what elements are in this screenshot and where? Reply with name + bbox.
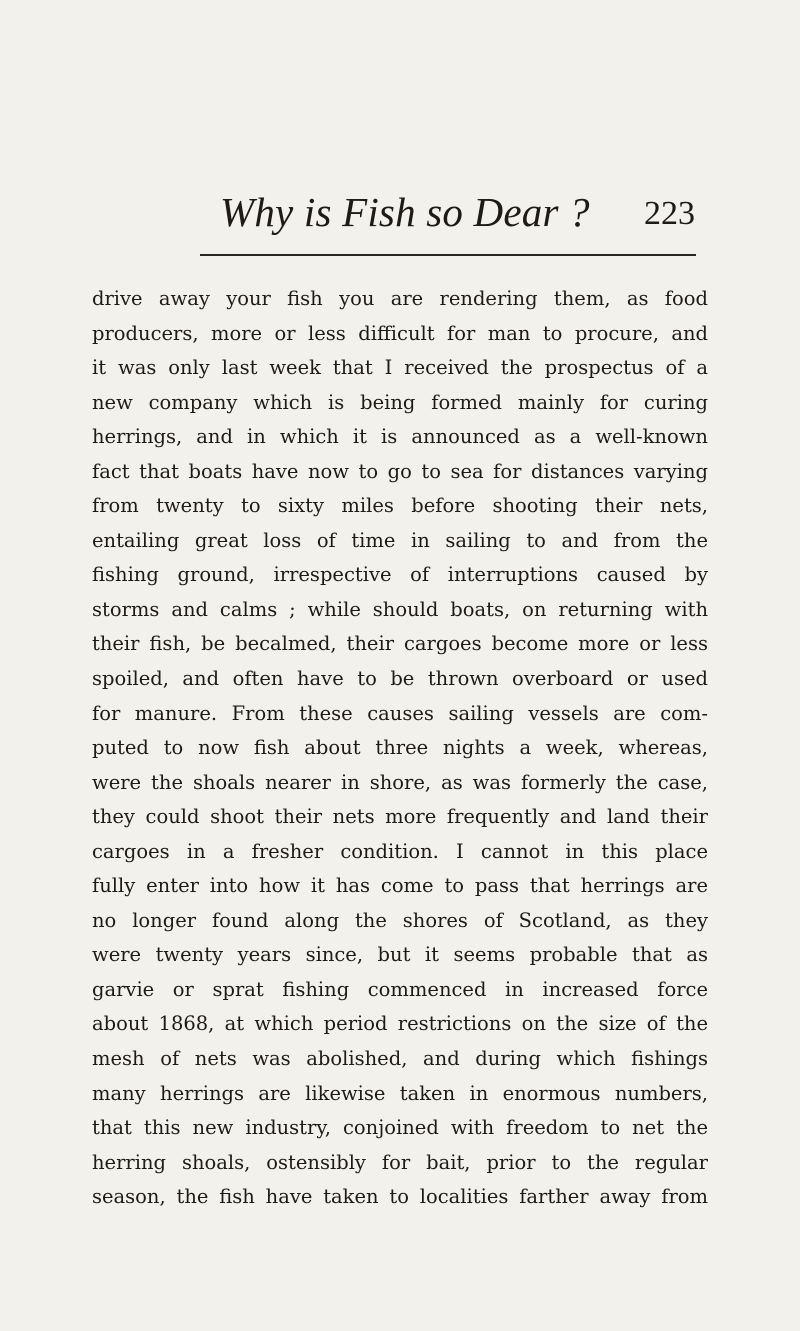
text-line: it was only last week that I received the prospectus of a bbox=[92, 356, 708, 380]
text-line: new company which is being formed mainly for curing bbox=[92, 390, 708, 414]
text-line: season, the fish have taken to localities farther away from bbox=[92, 1185, 708, 1209]
text-line: drive away your fish you are rendering them, as food bbox=[92, 287, 708, 310]
text-line: many herrings are likewise taken in enormous numbers, bbox=[92, 1081, 708, 1105]
text-line: fully enter into how it has come to pass that herrings are bbox=[92, 874, 708, 898]
header-rule bbox=[200, 254, 696, 256]
running-title: Why is Fish so Dear ? bbox=[220, 189, 590, 235]
text-line: herrings, and in which it is announced as a well-known bbox=[92, 425, 708, 449]
text-line: producers, more or less difficult for man to procure, and bbox=[92, 321, 708, 345]
running-head bbox=[0, 188, 800, 248]
text-line: their fish, be becalmed, their cargoes become more or less bbox=[92, 632, 708, 656]
text-line: puted to now fish about three nights a week, whereas, bbox=[92, 736, 708, 760]
text-line: from twenty to sixty miles before shooting their nets, bbox=[92, 494, 708, 518]
text-line: that this new industry, conjoined with freedom to net the bbox=[92, 1116, 708, 1140]
text-line: about 1868, at which period restrictions on the size of the bbox=[92, 1012, 708, 1036]
text-line: herring shoals, ostensibly for bait, prior to the regular bbox=[92, 1150, 708, 1174]
text-line: were the shoals nearer in shore, as was formerly the case, bbox=[92, 770, 708, 794]
text-line: cargoes in a fresher condition. I cannot in this place bbox=[92, 839, 708, 863]
text-line: were twenty years since, but it seems probable that as bbox=[92, 943, 708, 967]
page-number: 223 bbox=[644, 195, 695, 232]
text-line: spoiled, and often have to be thrown overboard or used bbox=[92, 667, 708, 691]
body-text bbox=[92, 282, 708, 1215]
text-line: entailing great loss of time in sailing to and from the bbox=[92, 528, 708, 552]
text-line: storms and calms ; while should boats, on returning with bbox=[92, 597, 708, 621]
text-line: they could shoot their nets more frequently and land their bbox=[92, 805, 708, 829]
text-line: mesh of nets was abolished, and during which fishings bbox=[92, 1047, 708, 1071]
text-line: for manure. From these causes sailing vessels are com- bbox=[92, 701, 708, 725]
text-line: fishing ground, irrespective of interruptions caused by bbox=[92, 563, 708, 587]
text-line: garvie or sprat fishing commenced in increased force bbox=[92, 977, 708, 1001]
text-line: fact that boats have now to go to sea for distances varying bbox=[92, 459, 708, 483]
text-line: no longer found along the shores of Scotland, as they bbox=[92, 908, 708, 932]
